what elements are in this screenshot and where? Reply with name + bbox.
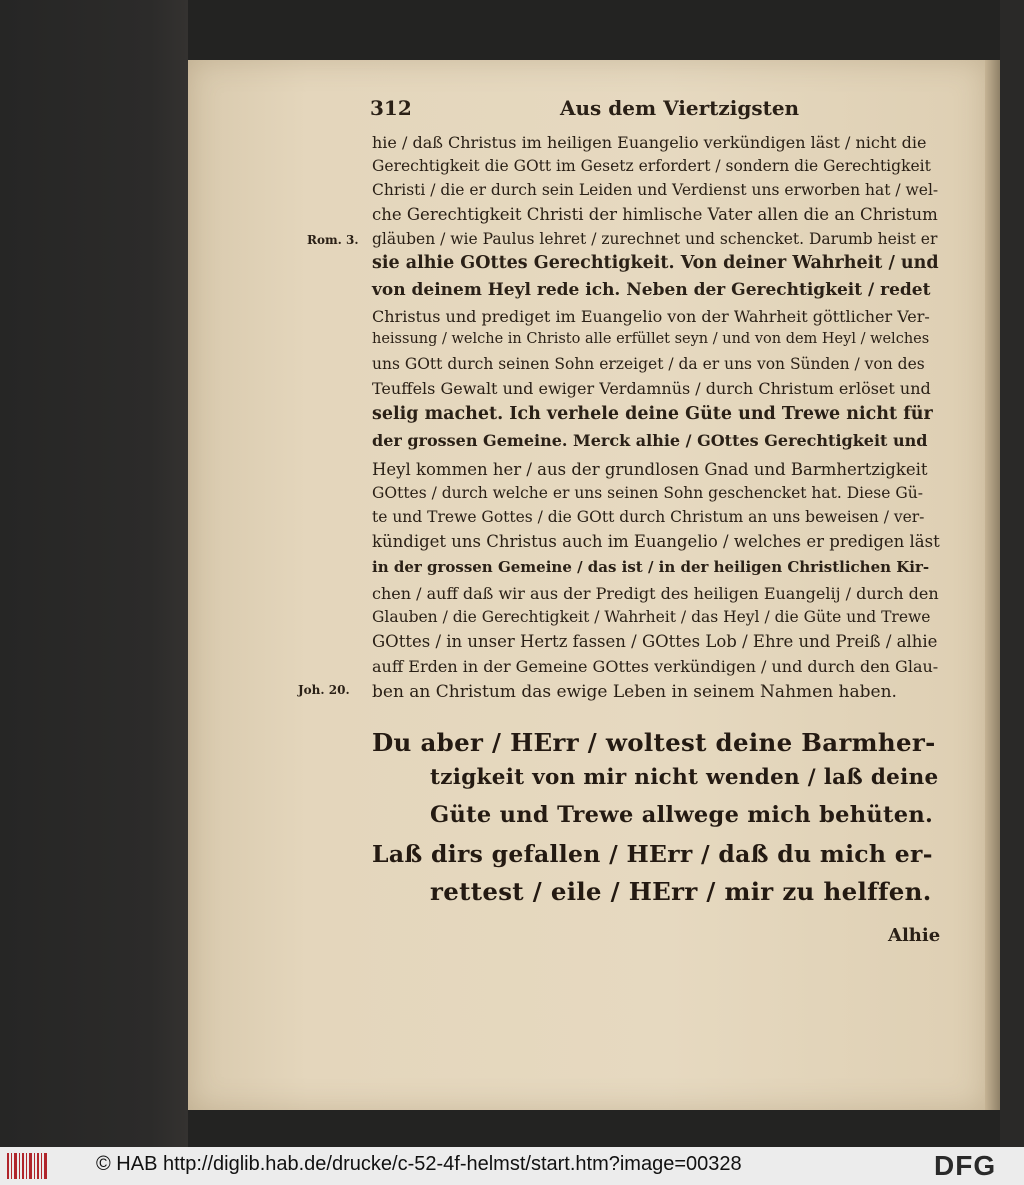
body-line: gläuben / wie Paulus lehret / zurechnet und schencket. Darumb heist er	[372, 230, 938, 248]
barcode-icon	[6, 1151, 50, 1181]
body-line: selig machet. Ich verhele deine Güte und Trewe nicht für	[372, 404, 933, 424]
dark-binding-area	[0, 0, 188, 1147]
catchword: Alhie	[888, 925, 941, 946]
body-line: Heyl kommen her / aus der grundlosen Gnad und Barmhertzigkeit	[372, 460, 928, 479]
body-line: te und Trewe Gottes / die GOtt durch Christum an uns beweisen / ver-	[372, 508, 925, 526]
body-line: uns GOtt durch seinen Sohn erzeiget / da er uns von Sünden / von des	[372, 355, 925, 373]
body-line: Glauben / die Gerechtigkeit / Wahrheit / das Heyl / die Güte und Trewe	[372, 608, 931, 626]
body-line: der grossen Gemeine. Merck alhie / GOttes Gerechtigkeit und	[372, 431, 928, 450]
margin-note-joh: Joh. 20.	[298, 683, 350, 697]
body-line: hie / daß Christus im heiligen Euangelio verkündigen läst / nicht die	[372, 133, 927, 152]
verse-line: Güte und Trewe allwege mich behüten.	[430, 802, 934, 828]
body-line: Christi / die er durch sein Leiden und Verdienst uns erworben hat / wel-	[372, 181, 939, 199]
margin-note-rom: Rom. 3.	[307, 233, 359, 247]
body-line: sie alhie GOttes Gerechtigkeit. Von deiner Wahrheit / und	[372, 253, 939, 273]
right-dark-area	[1000, 0, 1024, 1147]
body-line: Christus und prediget im Euangelio von der Wahrheit göttlicher Ver-	[372, 307, 930, 326]
body-line: Teuffels Gewalt und ewiger Verdamnüs / durch Christum erlöset und	[372, 379, 931, 398]
body-line: ben an Christum das ewige Leben in seinem Nahmen haben.	[372, 682, 897, 702]
body-line: chen / auff daß wir aus der Predigt des heiligen Euangelij / durch den	[372, 584, 939, 603]
page-number: 312	[370, 96, 412, 120]
body-line: Gerechtigkeit die GOtt im Gesetz erfordert / sondern die Gerechtigkeit	[372, 157, 931, 175]
body-line: in der grossen Gemeine / das ist / in der heiligen Christlichen Kir-	[372, 558, 930, 576]
body-line: auff Erden in der Gemeine GOttes verkündigen / und durch den Glau-	[372, 657, 939, 676]
body-line: kündiget uns Christus auch im Euangelio / welches er predigen läst	[372, 532, 940, 551]
verse-line: tzigkeit von mir nicht wenden / laß deine	[430, 765, 939, 790]
body-line: von deinem Heyl rede ich. Neben der Gerechtigkeit / redet	[372, 280, 931, 300]
body-line: GOttes / durch welche er uns seinen Sohn geschencket hat. Diese Gü-	[372, 484, 923, 502]
copyright-url-text[interactable]: © HAB http://diglib.hab.de/drucke/c-52-4f-helmst/start.htm?image=00328	[96, 1153, 742, 1175]
body-line: GOttes / in unser Hertz fassen / GOttes Lob / Ehre und Preiß / alhie	[372, 632, 938, 651]
dfg-logo: DFG	[934, 1150, 997, 1181]
verse-line: Laß dirs gefallen / HErr / daß du mich er-	[372, 840, 933, 868]
verse-line: Du aber / HErr / woltest deine Barmher-	[372, 728, 936, 757]
running-head: Aus dem Viertzigsten	[560, 96, 800, 120]
body-line: heissung / welche in Christo alle erfüllet seyn / und von dem Heyl / welches	[372, 331, 930, 347]
body-line: che Gerechtigkeit Christi der himlische Vater allen die an Christum	[372, 205, 938, 224]
verse-line: rettest / eile / HErr / mir zu helffen.	[430, 877, 932, 906]
page-edge	[985, 60, 1000, 1110]
